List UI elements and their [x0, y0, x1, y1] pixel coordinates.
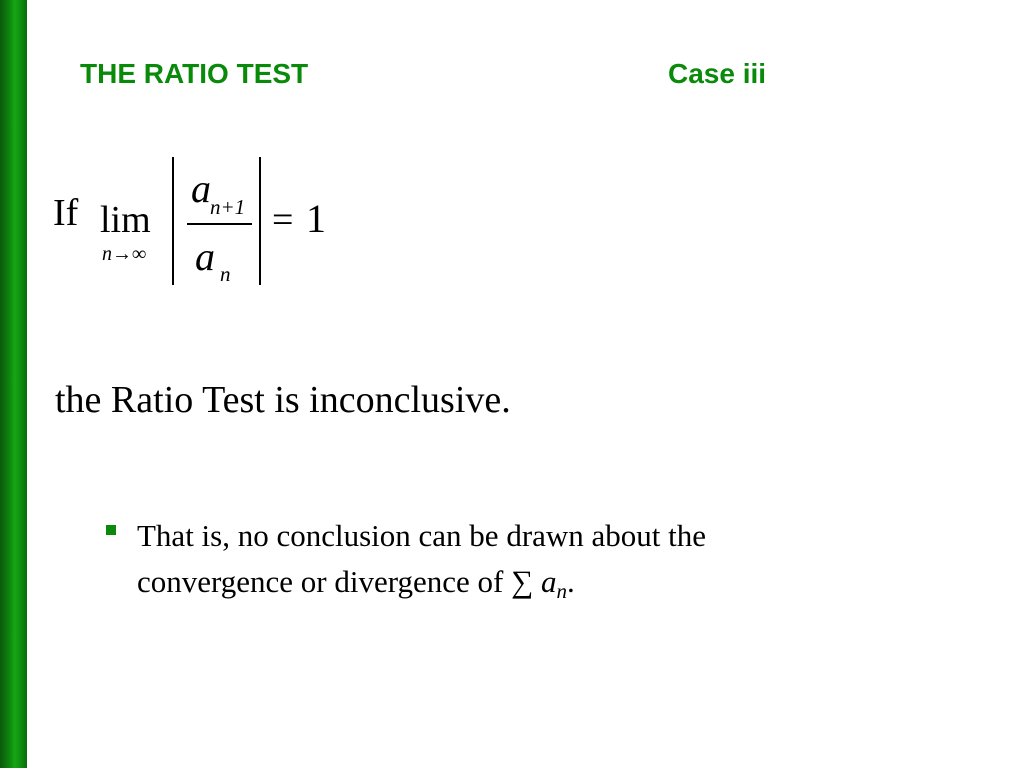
conclusion-statement: the Ratio Test is inconclusive. [55, 379, 511, 421]
bullet-text [137, 513, 857, 605]
decorative-side-bar [0, 0, 27, 768]
case-label: Case iii [668, 58, 767, 89]
square-bullet-icon [106, 525, 116, 535]
denominator-index: n [220, 262, 231, 286]
denominator-base: a [195, 234, 215, 279]
bullet-period: . [566, 564, 575, 599]
formula-lim-subscript: n→∞ [102, 243, 147, 265]
formula-equals: = [272, 199, 294, 241]
bullet-main-text: That is, no conclusion can be drawn about the convergence or divergence of [137, 518, 707, 599]
sigma-symbol: ∑ [511, 564, 534, 599]
series-index: n [556, 579, 567, 603]
formula-lim: lim [100, 199, 151, 241]
series-term: a [540, 564, 557, 599]
ratio-test-formula [40, 150, 360, 300]
slide-title: THE RATIO TEST [80, 58, 309, 89]
formula-result: 1 [306, 196, 326, 241]
formula-if-word: If [53, 192, 79, 234]
numerator-index: n+1 [210, 195, 246, 219]
numerator-base: a [191, 166, 211, 211]
